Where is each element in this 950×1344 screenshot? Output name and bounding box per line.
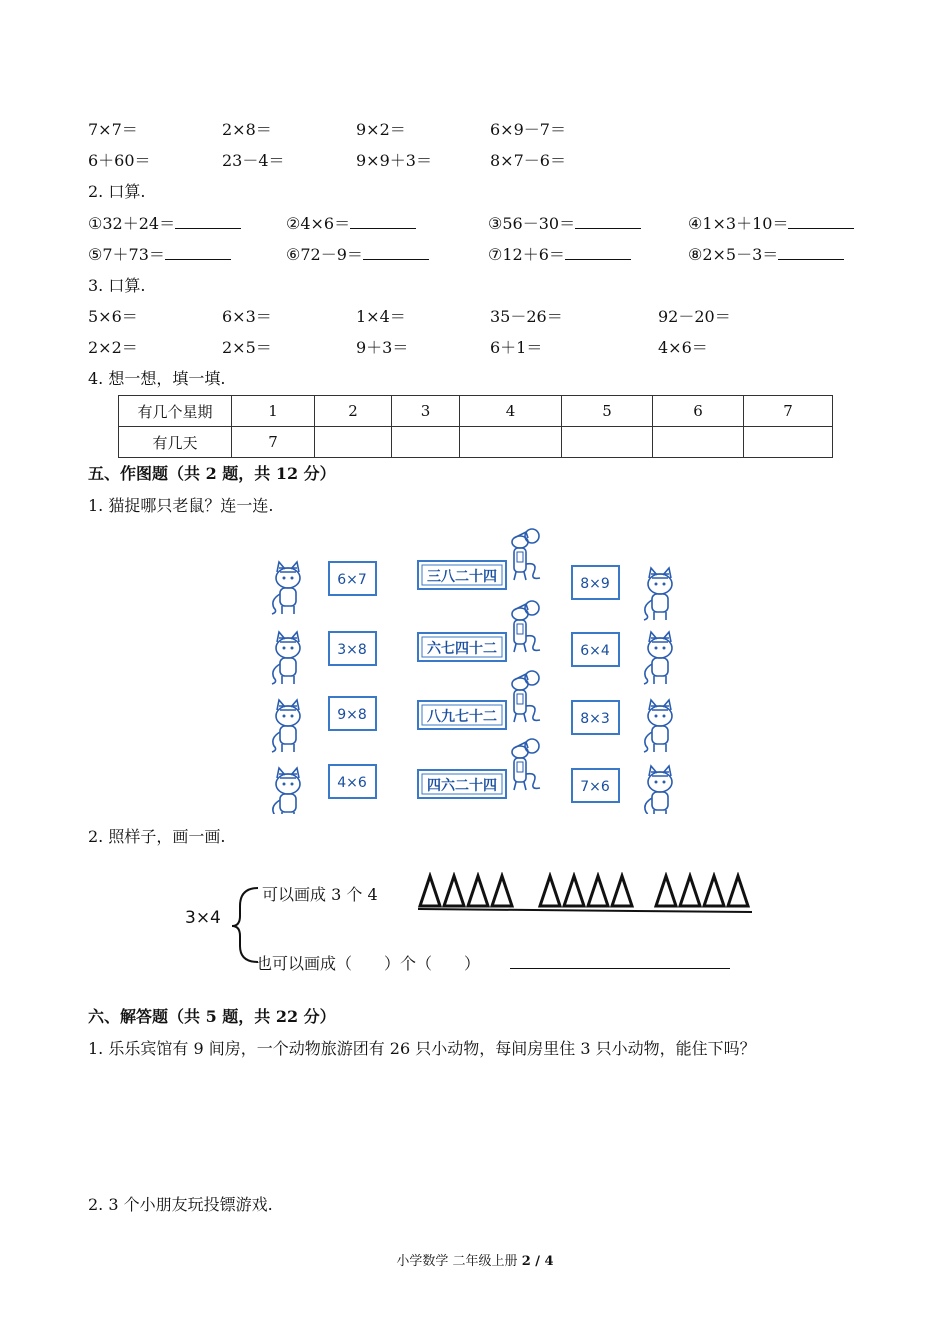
left-cat-card[interactable] [329, 697, 376, 730]
cat-icon [272, 632, 300, 684]
q4-title: 4. 想一想，填一填. [88, 369, 226, 388]
table-cell[interactable] [744, 427, 833, 458]
s6-q1-text: 1. 乐乐宾馆有 9 间房，一个动物旅游团有 26 只小动物，每间房里住 3 只小动物，能住下吗？ [88, 1039, 756, 1058]
q2-item: ③56－30＝ [488, 212, 641, 236]
mouse-label: 三八二十四 [427, 569, 497, 585]
right-cat-card[interactable] [572, 769, 619, 802]
cat-icon [272, 768, 300, 814]
right-cat-label: 7×6 [580, 779, 610, 795]
mouse-label: 四六二十四 [427, 778, 497, 794]
page-footer [0, 1250, 950, 1269]
q2-item: ⑦12＋6＝ [488, 243, 631, 267]
triangle-group [540, 876, 632, 906]
q3-item: 6＋1＝ [490, 338, 543, 357]
triangle-group [656, 876, 748, 906]
calc-item: 9×9＋3＝ [356, 151, 432, 170]
answer-line[interactable] [510, 968, 730, 969]
section5-title: 五、作图题（共 2 题，共 12 分） [88, 464, 336, 483]
weeks-days-table [118, 395, 833, 458]
right-cat-label: 8×3 [580, 711, 610, 727]
table-row [119, 427, 833, 458]
right-cat-card[interactable] [572, 701, 619, 734]
q3-item: 9＋3＝ [356, 338, 409, 357]
triangle-groups [416, 872, 756, 916]
left-cat-card[interactable] [329, 562, 376, 595]
right-cat-card[interactable] [572, 633, 619, 666]
mouse-icon [512, 529, 540, 580]
table-row [119, 396, 833, 427]
q2-item: ⑥72－9＝ [286, 243, 429, 267]
draw-expression: 3×4 [185, 908, 221, 928]
q2-title: 2. 口算. [88, 182, 146, 201]
q3-item: 2×2＝ [88, 338, 138, 357]
right-cat-card[interactable] [572, 566, 619, 599]
cat-icon [644, 766, 672, 814]
calc-item: 7×7＝ [88, 120, 138, 139]
cat-icon [272, 562, 300, 614]
left-cat-label: 3×8 [337, 642, 367, 658]
left-cat-card[interactable] [329, 632, 376, 665]
mouse-label: 八九七十二 [427, 709, 497, 725]
table-cell: 7 [744, 396, 833, 427]
table-cell: 1 [232, 396, 315, 427]
q2-item: ④1×3＋10＝ [688, 212, 854, 236]
left-cat-label: 6×7 [337, 572, 367, 588]
draw-line2: 也可以画成（ ）个（ ） [256, 954, 481, 973]
q3-title: 3. 口算. [88, 276, 146, 295]
table-cell: 6 [653, 396, 744, 427]
mouse-icon [512, 601, 540, 652]
page-number: 2 / 4 [521, 1254, 554, 1269]
left-cat-card[interactable] [329, 765, 376, 798]
q3-item: 4×6＝ [658, 338, 708, 357]
calc-item: 2×8＝ [222, 120, 272, 139]
q2-item: ⑤7＋73＝ [88, 243, 231, 267]
q3-item: 5×6＝ [88, 307, 138, 326]
left-cat-label: 9×8 [337, 707, 367, 723]
q3-item: 92－20＝ [658, 307, 731, 326]
mouse-icon [512, 671, 540, 722]
table-cell: 7 [232, 427, 315, 458]
q2-item: ①32＋24＝ [88, 212, 241, 236]
table-cell: 5 [562, 396, 653, 427]
table-cell: 3 [392, 396, 460, 427]
draw-line1: 可以画成 3 个 4 [262, 885, 378, 904]
cat-icon [272, 700, 300, 752]
table-cell[interactable] [392, 427, 460, 458]
table-cell[interactable] [562, 427, 653, 458]
calc-item: 6×9－7＝ [490, 120, 566, 139]
table-cell[interactable] [653, 427, 744, 458]
calc-item: 6＋60＝ [88, 151, 151, 170]
s6-q2-text: 2. 3 个小朋友玩投镖游戏. [88, 1195, 273, 1214]
s5-q2-text: 2. 照样子，画一画. [88, 827, 226, 846]
right-cat-label: 6×4 [580, 643, 610, 659]
table-cell: 4 [460, 396, 562, 427]
table-header: 有几个星期 [119, 396, 232, 427]
section6-title: 六、解答题（共 5 题，共 22 分） [88, 1007, 336, 1026]
q3-item: 1×4＝ [356, 307, 406, 326]
right-cat-label: 8×9 [580, 576, 610, 592]
s5-q1-text: 1. 猫捉哪只老鼠？连一连. [88, 496, 274, 515]
calc-item: 23－4＝ [222, 151, 285, 170]
mouse-label: 六七四十二 [427, 641, 497, 657]
cat-icon [644, 632, 672, 684]
q2-item: ②4×6＝ [286, 212, 416, 236]
q3-item: 6×3＝ [222, 307, 272, 326]
triangle-group [420, 876, 512, 906]
table-cell: 2 [315, 396, 392, 427]
mouse-card[interactable] [418, 770, 506, 798]
mouse-card[interactable] [418, 701, 506, 729]
mouse-card[interactable] [418, 561, 506, 589]
cat-icon [644, 568, 672, 620]
mouse-card[interactable] [418, 633, 506, 661]
calc-item: 8×7－6＝ [490, 151, 566, 170]
q3-item: 2×5＝ [222, 338, 272, 357]
left-cat-label: 4×6 [337, 775, 367, 791]
cat-mouse-matching-figure [262, 524, 692, 814]
q3-item: 35－26＝ [490, 307, 563, 326]
table-cell[interactable] [460, 427, 562, 458]
table-cell[interactable] [315, 427, 392, 458]
calc-item: 9×2＝ [356, 120, 406, 139]
q2-item: ⑧2×5－3＝ [688, 243, 844, 267]
footer-text: 小学数学 二年级上册 [396, 1254, 518, 1269]
mouse-icon [512, 739, 540, 790]
cat-icon [644, 700, 672, 752]
table-header: 有几天 [119, 427, 232, 458]
